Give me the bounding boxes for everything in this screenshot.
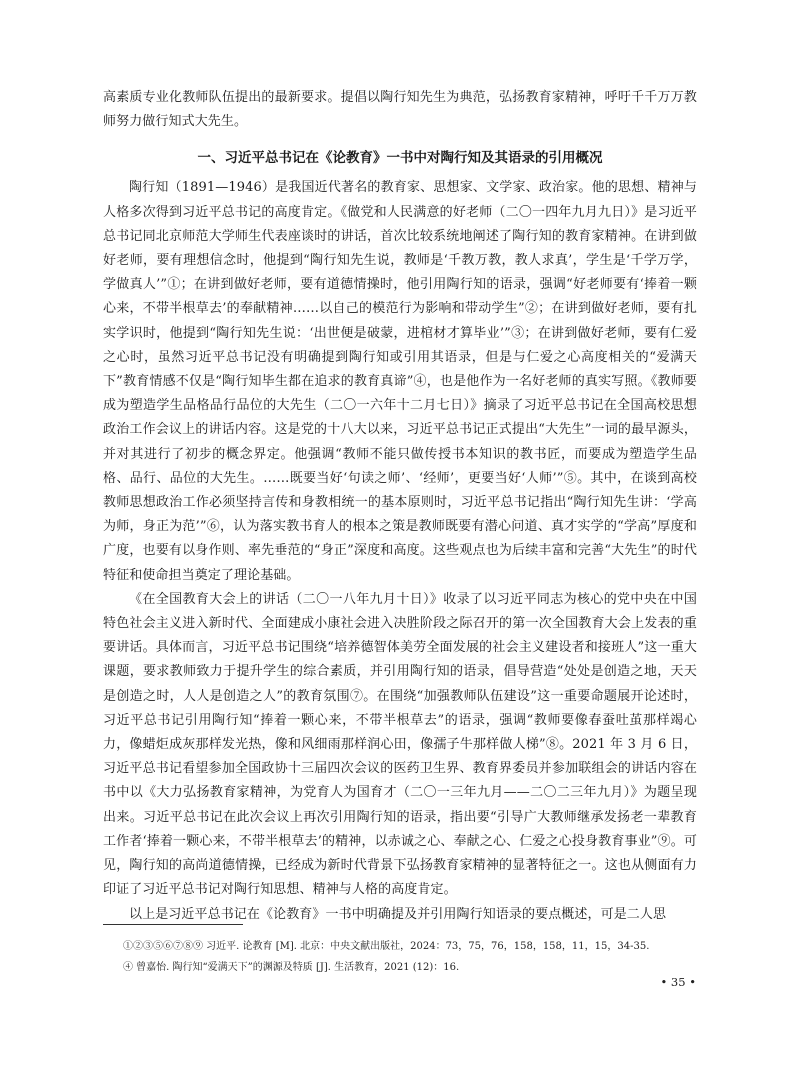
page-number: • 35 • bbox=[660, 975, 696, 989]
body-text bbox=[103, 86, 697, 927]
footnote-1: ①②③⑤⑥⑦⑧⑨ 习近平. 论教育 [M]. 北京：中央文献出版社，2024：73，75，76，158，158，11，15，34-35. bbox=[123, 941, 650, 952]
footnote-divider bbox=[103, 924, 243, 925]
opening-paragraph: 高素质专业化教师队伍提出的最新要求。提倡以陶行知先生为典范，弘扬教育家精神，呼吁千千万万教师努力做行知式大先生。 bbox=[103, 90, 697, 130]
footnote-2: ④ 曾嘉怡. 陶行知“爱满天下”的渊源及特质 [J]. 生活教育，2021 (12)：16. bbox=[123, 962, 460, 973]
section-heading: 一、习近平总书记在《论教育》一书中对陶行知及其语录的引用概况 bbox=[197, 150, 603, 167]
footnotes bbox=[123, 936, 697, 978]
paragraph-3: 以上是习近平总书记在《论教育》一书中明确提及并引用陶行知语录的要点概述，可是二人思 bbox=[129, 906, 667, 922]
paragraph-2: 《在全国教育大会上的讲话（二〇一八年九月十日）》收录了以习近平同志为核心的党中央在中国特色社会主义进入新时代、全面建成小康社会进入决胜阶段之际召开的第一次全国教育大会上发表的重要讲话。具体而言，习近平总书记围绕“培养德智体美劳全面发展的社会主义建设者和接班人”这一重大课题，要求教师致力于提升学生的综合素质，并引用陶行知的语录，倡导营造“处处是创造之地，天天是创造之时，人人是创造之人”的教育氛围⑦。在围绕“加强教师队伍建设”这一重要命题展开论述时，习近平总书记引用陶行知“捧着一颗心来，不带半根草去”的语录，强调“教师要像春蚕吐茧那样竭心力，像蜡炬成灰那样发光热，像和风细雨那样润心田，像孺子牛那样做人梯”⑧。2021 年 3 月 6 日，习近平总书记看望参加全国政协十三届四次会议的医药卫生界、教育界委员并参加联组会的讲话内容在书中以《大力弘扬教育家精神，为党育人为国育才（二〇一三年九月——二〇二三年九月）》为题呈现出来。习近平总书记在此次会议上再次引用陶行知的语录，指出要“引导广大教师继承发扬老一辈教育工作者‘捧着一颗心来，不带半根草去’的精神，以赤诚之心、奉献之心、仁爱之心投身教育事业”⑨。可见，陶行知的高尚道德情操，已经成为新时代背景下弘扬教育家精神的显著特征之一。这也从侧面有力印证了习近平总书记对陶行知思想、精神与人格的高度肯定。 bbox=[103, 591, 697, 898]
paragraph-1: 陶行知（1891—1946）是我国近代著名的教育家、思想家、文学家、政治家。他的思想、精神与人格多次得到习近平总书记的高度肯定。《做党和人民满意的好老师（二〇一四年九月九日）》是习近平总书记同北京师范大学师生代表座谈时的讲话，首次比较系统地阐述了陶行知的教育家精神。在讲到做好老师，要有理想信念时，他提到“陶行知先生说，教师是‘千教万教，教人求真’，学生是‘千学万学，学做真人’”①；在讲到做好老师，要有道德情操时，他引用陶行知的语录，强调“好老师要有‘捧着一颗心来，不带半根草去’的奉献精神……以自己的模范行为影响和带动学生”②；在讲到做好老师，要有扎实学识时，他提到“陶行知先生说：‘出世便是破蒙，进棺材才算毕业’”③；在讲到做好老师，要有仁爱之心时，虽然习近平总书记没有明确提到陶行知或引用其语录，但是与仁爱之心高度相关的“爱满天下”教育情感不仅是“陶行知毕生都在追求的教育真谛”④，也是他作为一名好老师的真实写照。《教师要成为塑造学生品格品行品位的大先生（二〇一六年十二月七日）》摘录了习近平总书记在全国高校思想政治工作会议上的讲话内容。这是党的十八大以来，习近平总书记正式提出“大先生”一词的最早源头，并对其进行了初步的概念界定。他强调“教师不能只做传授书本知识的教书匠，而要成为塑造学生品格、品行、品位的大先生。……既要当好‘句读之师’、‘经师’，更要当好‘人师’”⑤。其中，在谈到高校教师思想政治工作必须坚持言传和身教相统一的基本原则时，习近平总书记指出“陶行知先生讲：‘学高为师，身正为范’”⑥，认为落实教书育人的根本之策是教师既要有潜心问道、真才实学的“学高”厚度和广度，也要有以身作则、率先垂范的“身正”深度和高度。这些观点也为后续丰富和完善“大先生”的时代特征和使命担当奠定了理论基础。 bbox=[103, 180, 697, 583]
